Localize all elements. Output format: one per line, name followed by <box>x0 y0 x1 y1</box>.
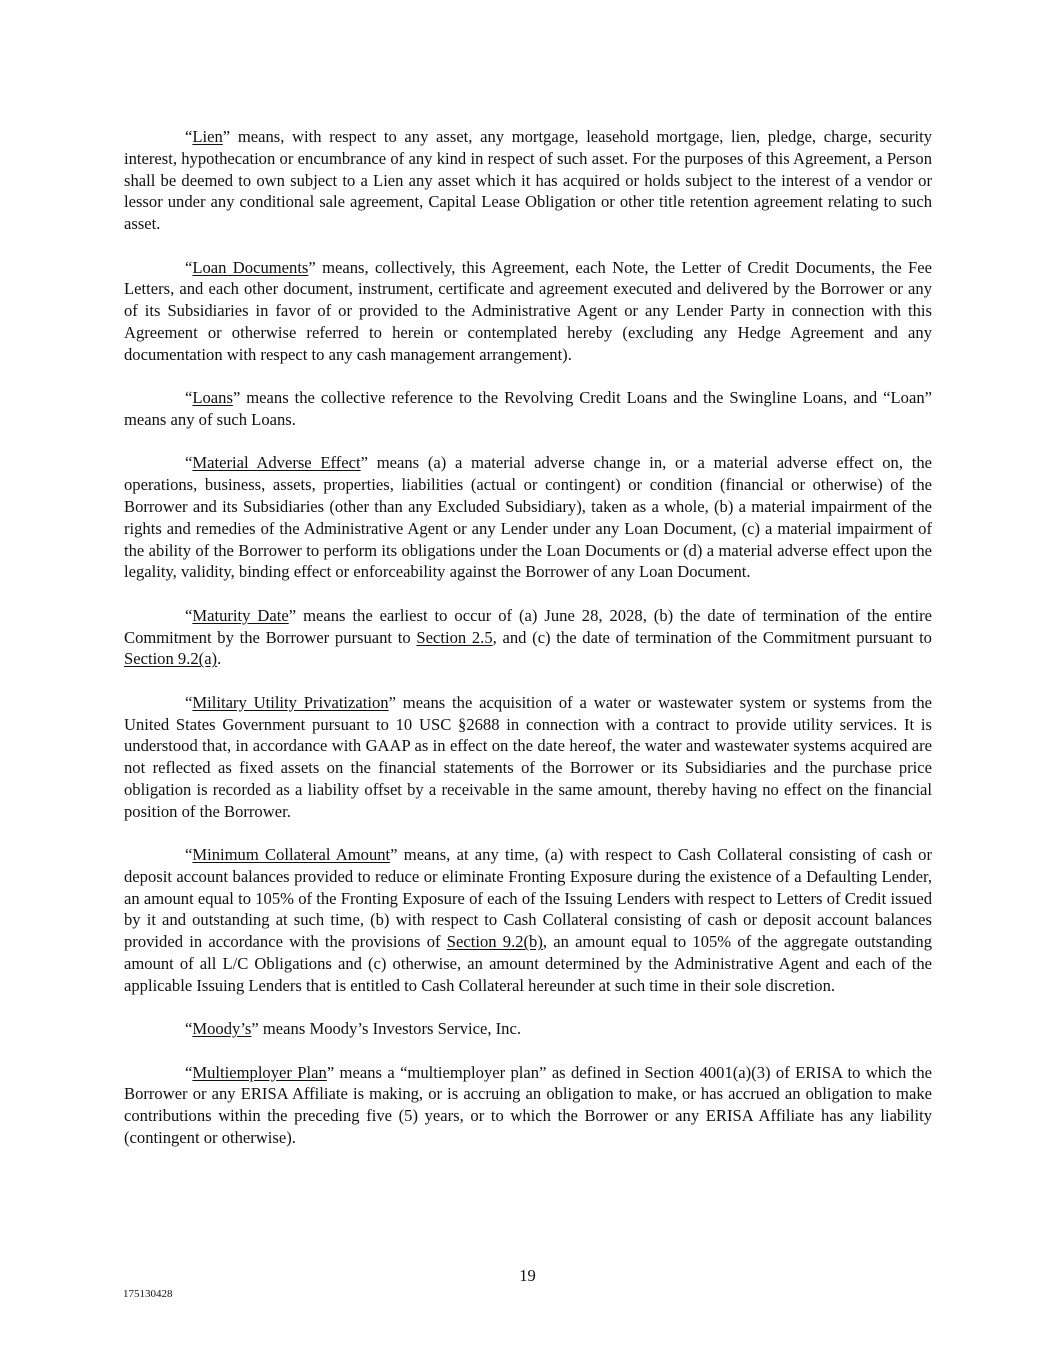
defined-term: Minimum Collateral Amount <box>192 845 391 865</box>
open-quote: “ <box>185 1062 193 1082</box>
definition-material-adverse-effect <box>124 452 932 583</box>
definition-maturity-date <box>124 605 932 670</box>
defined-term: Military Utility Privatization <box>192 692 389 712</box>
definition-text: ” means Moody’s Investors Service, Inc. <box>251 1019 521 1039</box>
section-reference: Section 9.2(a) <box>124 649 218 669</box>
definition-text: ” means a “multiemployer plan” as defined in Section 4001(a)(3) of ERISA to which the Borrower or any ERISA Affiliate is making, or is accruing an obligation to make, or has accrued an obligation to make contributions within the preceding five (5) years, or to which the Borrower or any ERISA Affiliate has any liability (contingent or otherwise). <box>124 1062 932 1148</box>
definition-loans <box>124 387 932 431</box>
open-quote: “ <box>185 605 193 625</box>
definition-moodys <box>124 1018 932 1040</box>
definition-text: ” means the earliest to occur of (a) June 28, 2028, (b) the date of termination of the entire Commitment by the Borrower pursuant to <box>124 605 933 647</box>
open-quote: “ <box>185 845 193 865</box>
definition-lien <box>124 126 932 235</box>
definition-text: ” means, at any time, (a) with respect to Cash Collateral consisting of cash or deposit account balances provided to reduce or eliminate Fronting Exposure during the existence of a Defaulting Lender, an amount equal to 105% of the Fronting Exposure of each of the Issuing Lenders with respect to Letters of Credit issued by it and outstanding at such time, (b) with respect to Cash Collateral consisting of cash or deposit account balances provided in accordance with the provisions of <box>124 845 932 952</box>
definition-text: ” means, collectively, this Agreement, each Note, the Letter of Credit Documents, the Fee Letters, and each other document, instrument, certificate and agreement executed and delivered by the Borrower or any of its Subsidiaries in favor of or provided to the Administrative Agent or any Lender Party in connection with this Agreement or otherwise referred to herein or contemplated hereby (excluding any Hedge Agreement and any documentation with respect to any cash management arrangement). <box>124 257 932 364</box>
definition-text: , and (c) the date of termination of the Commitment pursuant to <box>492 627 932 647</box>
open-quote: “ <box>185 1019 193 1039</box>
section-reference: Section 9.2(b) <box>446 932 543 952</box>
definition-military-utility-privatization <box>124 692 932 823</box>
definition-text: ” means the acquisition of a water or wastewater system or systems from the United States Government pursuant to 10 USC §2688 in connection with a contract to provide utility services. It is understood that, in accordance with GAAP as in effect on the date hereof, the water and wastewater systems acquired are not reflected as fixed assets on the financial statements of the Borrower or its Subsidiaries and the purchase price obligation is recorded as a liability offset by a receivable in the same amount, thereby having no effect on the financial position of the Borrower. <box>124 692 932 821</box>
page-number: 19 <box>519 1266 536 1285</box>
defined-term: Multiemployer Plan <box>192 1062 327 1082</box>
definitions-section <box>124 126 932 1170</box>
open-quote: “ <box>185 257 193 277</box>
defined-term: Loans <box>192 388 233 408</box>
definition-text: . <box>217 649 222 669</box>
definition-multiemployer-plan <box>124 1062 932 1149</box>
document-id: 175130428 <box>123 1288 173 1300</box>
definition-text: ” means, with respect to any asset, any mortgage, leasehold mortgage, lien, pledge, charge, security interest, hypothecation or encumbrance of any kind in respect of such asset. For the purposes of this Agreement, a Person shall be deemed to own subject to a Lien any asset which it has acquired or holds subject to the interest of a vendor or lessor under any conditional sale agreement, Capital Lease Obligation or other title retention agreement relating to such asset. <box>124 127 932 234</box>
open-quote: “ <box>185 388 193 408</box>
defined-term: Loan Documents <box>192 257 309 277</box>
defined-term: Moody’s <box>192 1019 252 1039</box>
defined-term: Lien <box>192 127 223 146</box>
definition-text: ” means (a) a material adverse change in, or a material adverse effect on, the operations, business, assets, properties, liabilities (actual or contingent) or condition (financial or otherwise) of the Borrower and its Subsidiaries (other than any Excluded Subsidiary), taken as a whole, (b) a material impairment of the rights and remedies of the Administrative Agent or any Lender under any Loan Document, (c) a material impairment of the ability of the Borrower to perform its obligations under the Loan Documents or (d) a material adverse effect upon the legality, validity, binding effect or enforceability against the Borrower of any Loan Document. <box>124 453 932 582</box>
definition-text: , an amount equal to 105% of the aggregate outstanding amount of all L/C Obligations and (c) otherwise, an amount determined by the Administrative Agent and each of the applicable Issuing Lenders that is entitled to Cash Collateral hereunder at such time in their sole discretion. <box>124 932 933 995</box>
defined-term: Maturity Date <box>192 605 289 625</box>
open-quote: “ <box>185 127 193 146</box>
definition-text: ” means the collective reference to the Revolving Credit Loans and the Swingline Loans, and “Loan” means any of such Loans. <box>124 388 932 429</box>
section-reference: Section 2.5 <box>416 627 493 647</box>
definition-minimum-collateral-amount <box>124 844 932 997</box>
open-quote: “ <box>185 692 193 712</box>
definition-loan-documents <box>124 257 932 366</box>
open-quote: “ <box>185 453 193 473</box>
defined-term: Material Adverse Effect <box>192 453 361 473</box>
